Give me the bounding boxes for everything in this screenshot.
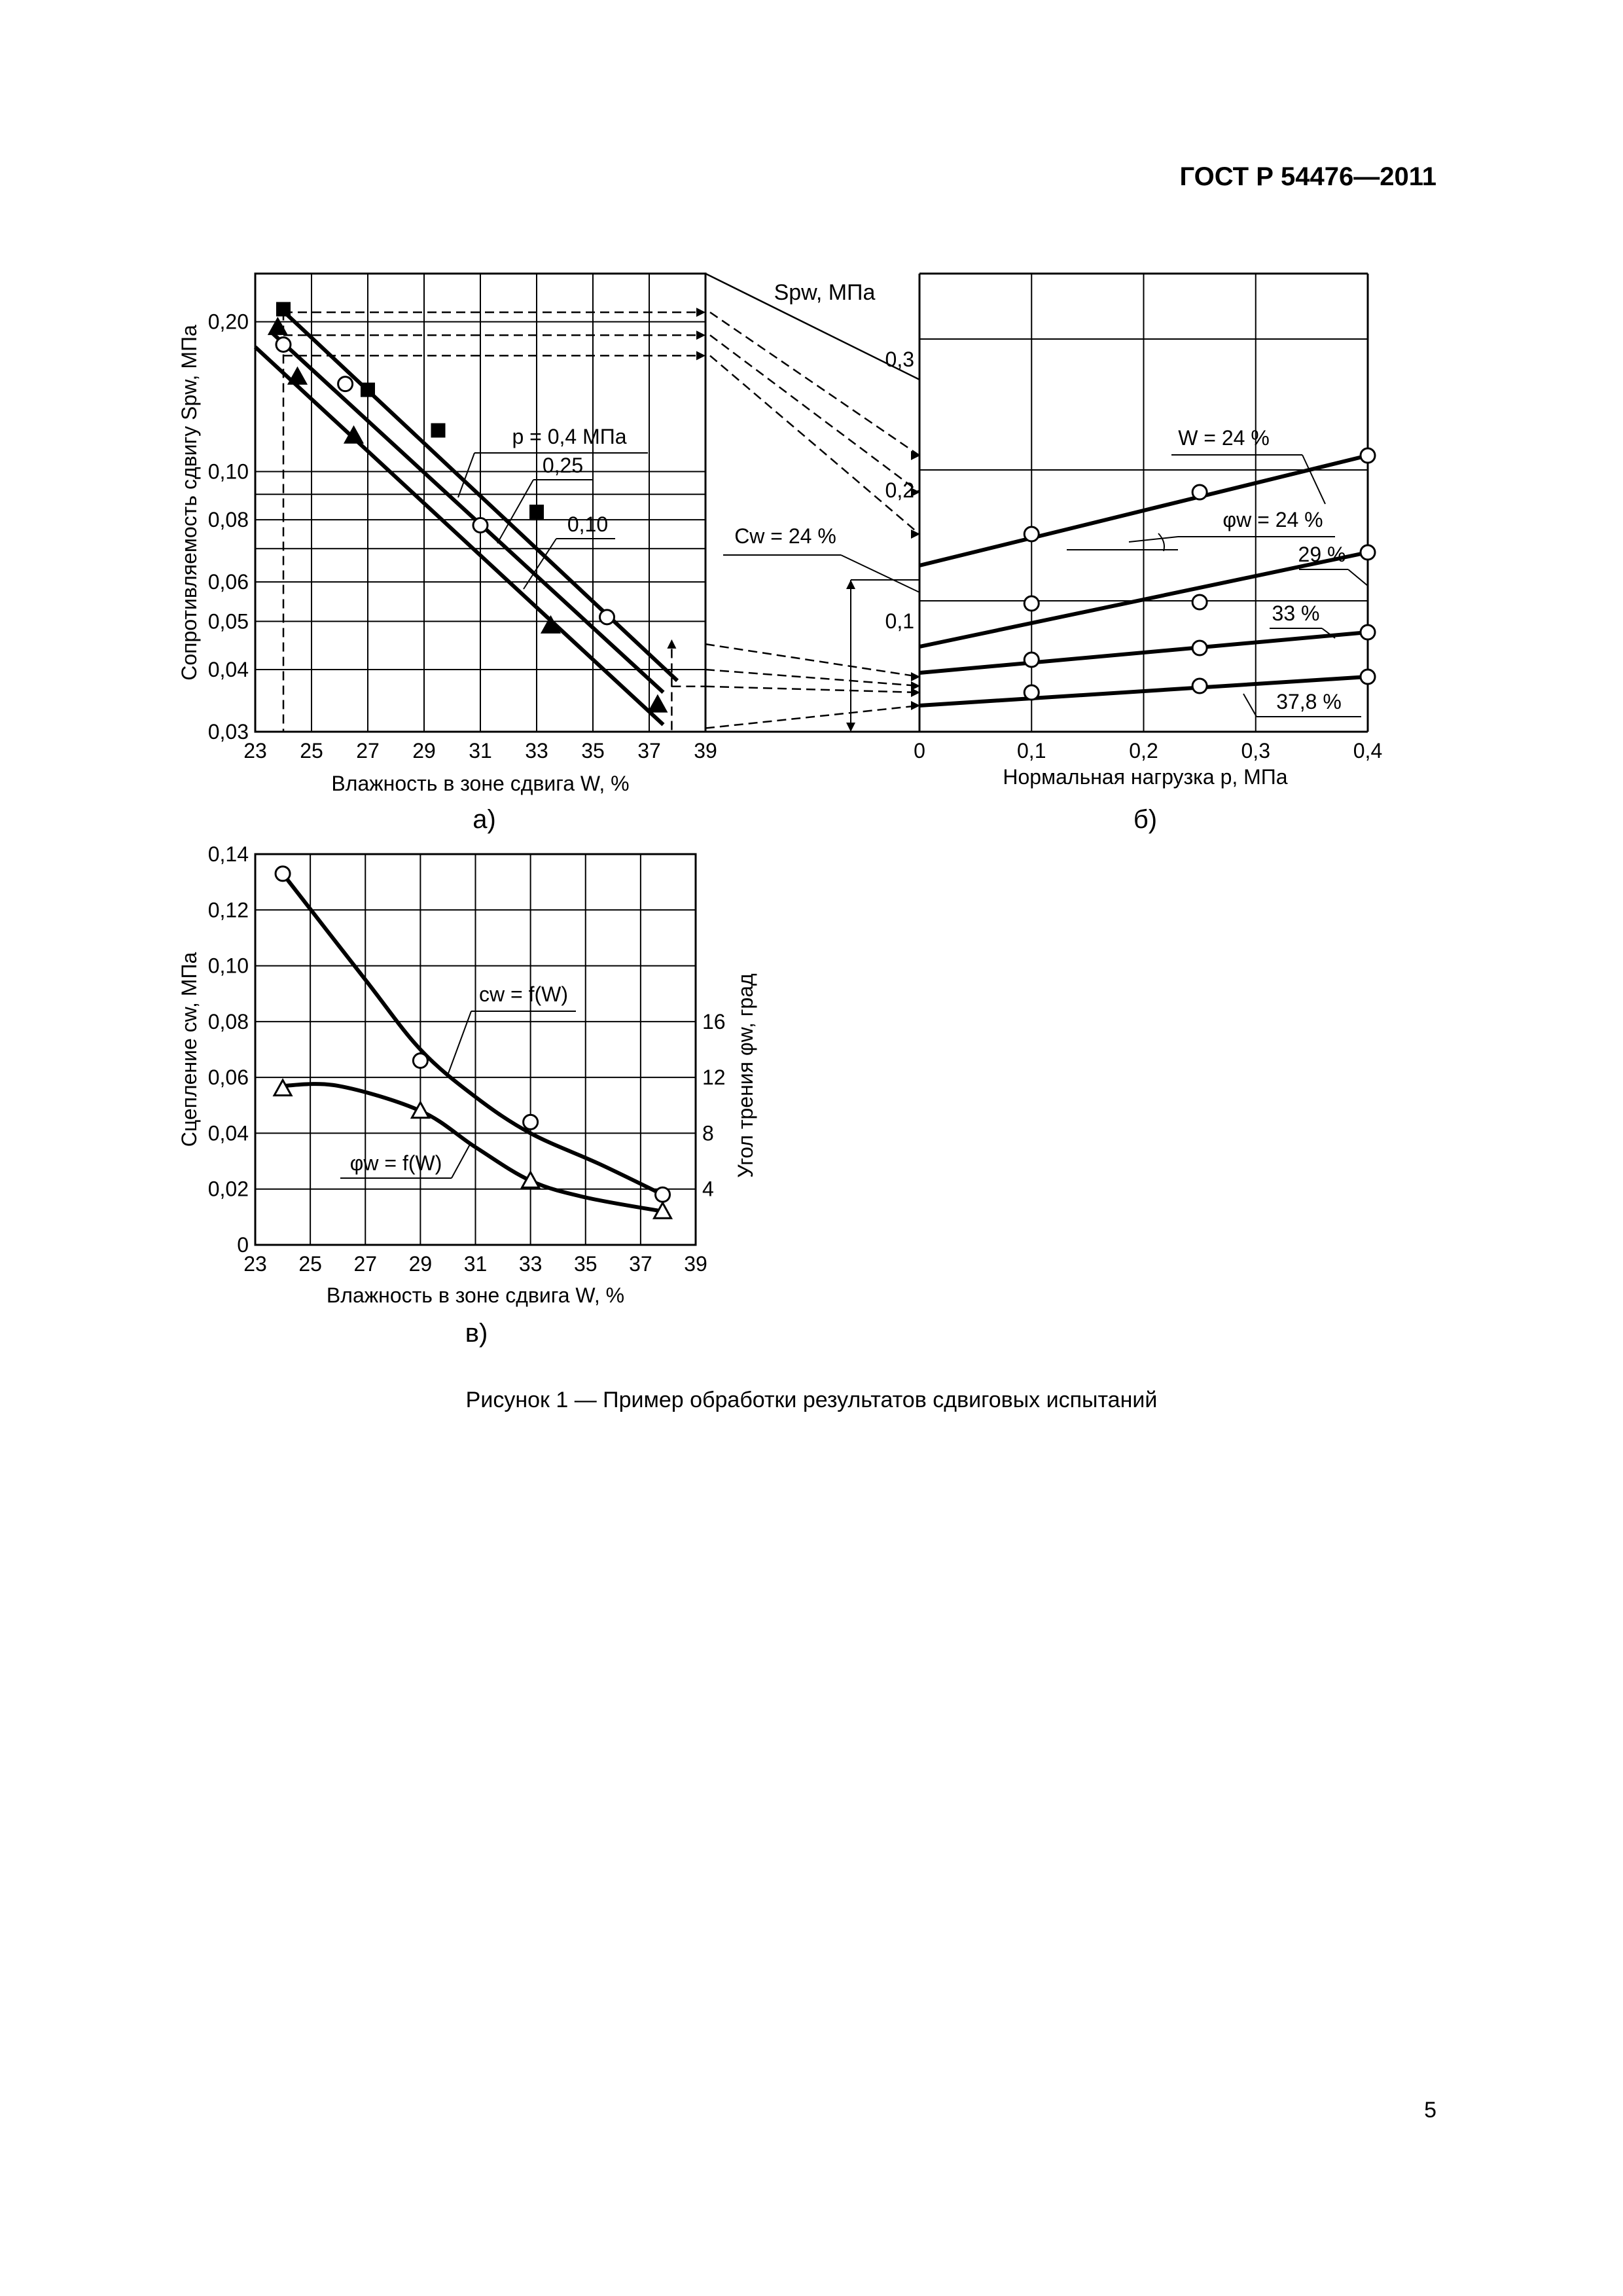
v-phi-curve bbox=[283, 1084, 662, 1211]
b-cw-arrow-down bbox=[846, 723, 855, 732]
b-label-leader bbox=[1348, 569, 1368, 586]
a-x-tick-label: 29 bbox=[412, 739, 436, 762]
v-right-tick-label: 12 bbox=[702, 1066, 726, 1090]
a-x-tick-label: 35 bbox=[581, 739, 605, 762]
a-data-point bbox=[649, 696, 666, 711]
b-phi-arc bbox=[1158, 533, 1164, 551]
b-cw-label: Cw = 24 % bbox=[734, 524, 836, 548]
a-projection-arrow bbox=[696, 308, 705, 317]
v-x-tick-label: 39 bbox=[684, 1252, 707, 1276]
b-phi-label: φw = 24 % bbox=[1222, 508, 1323, 531]
a-y-tick-label: 0,04 bbox=[207, 658, 249, 682]
v-y-tick-label: 0 bbox=[237, 1233, 249, 1257]
a-x-tick-label: 27 bbox=[356, 739, 380, 762]
a-data-point bbox=[473, 518, 488, 533]
v-y-tick-label: 0,02 bbox=[207, 1177, 249, 1201]
b-y-tick-label: 0,3 bbox=[885, 348, 914, 371]
b-x-tick-label: 0,2 bbox=[1129, 739, 1158, 762]
v-y-tick-label: 0,04 bbox=[207, 1121, 249, 1145]
b-data-point bbox=[1192, 641, 1207, 655]
a-data-point bbox=[276, 302, 291, 316]
b-phi-leader bbox=[1129, 537, 1178, 542]
v-y-tick-label: 0,14 bbox=[207, 842, 249, 866]
a-y-tick-label: 0,06 bbox=[207, 570, 249, 594]
v-right-axis-label: Угол трения φw, град bbox=[734, 973, 757, 1178]
b-data-point bbox=[1024, 527, 1039, 541]
ab-connector-line bbox=[705, 670, 919, 686]
a-x-tick-label: 33 bbox=[525, 739, 548, 762]
b-series-label: 29 % bbox=[1298, 543, 1346, 566]
b-label-leader bbox=[1302, 455, 1325, 504]
a-data-point bbox=[289, 368, 306, 384]
page-number: 5 bbox=[1424, 2098, 1436, 2123]
v-label-leader bbox=[452, 1142, 471, 1178]
ab-connector-line bbox=[710, 355, 919, 534]
b-series-label: 33 % bbox=[1272, 601, 1320, 625]
b-x-tick-label: 0,1 bbox=[1017, 739, 1046, 762]
v-series-label: φw = f(W) bbox=[349, 1151, 442, 1175]
v-x-tick-label: 29 bbox=[408, 1252, 433, 1276]
v-y-tick-label: 0,12 bbox=[207, 898, 249, 922]
a-y-tick-label: 0,20 bbox=[207, 310, 249, 334]
a-series-label: 0,10 bbox=[567, 512, 609, 536]
a-data-point bbox=[361, 383, 375, 397]
v-cw-point bbox=[524, 1115, 538, 1129]
b-label-leader bbox=[1243, 694, 1257, 717]
a-projection-arrow bbox=[696, 331, 705, 340]
a-x-axis-label: Влажность в зоне сдвига W, % bbox=[331, 772, 630, 795]
ab-connector-line bbox=[710, 312, 919, 456]
a-x-tick-label: 37 bbox=[637, 739, 661, 762]
a-y-tick-label: 0,08 bbox=[207, 508, 249, 532]
b-y-tick-label: 0,1 bbox=[885, 609, 914, 633]
b-data-point bbox=[1192, 679, 1207, 693]
v-cw-point bbox=[413, 1054, 427, 1068]
v-right-tick-label: 8 bbox=[702, 1121, 714, 1145]
a-x-tick-label: 31 bbox=[469, 739, 492, 762]
b-cw-arrow-up bbox=[846, 580, 855, 589]
b-data-point bbox=[1361, 448, 1375, 463]
b-data-point bbox=[1024, 596, 1039, 611]
b-panel-label: б) bbox=[1133, 805, 1158, 834]
v-x-axis-label: Влажность в зоне сдвига W, % bbox=[326, 1283, 625, 1307]
b-data-point bbox=[1024, 653, 1039, 667]
a-series-label: 0,25 bbox=[542, 454, 584, 477]
v-x-tick-label: 27 bbox=[353, 1252, 378, 1276]
v-x-tick-label: 35 bbox=[573, 1252, 597, 1276]
a-y-tick-label: 0,10 bbox=[207, 459, 249, 484]
a-panel-label: а) bbox=[473, 805, 496, 834]
a-x-tick-label: 23 bbox=[243, 739, 267, 762]
v-phi-point bbox=[274, 1080, 291, 1095]
b-x-tick-label: 0,3 bbox=[1241, 739, 1270, 762]
a-data-point bbox=[600, 610, 615, 624]
a-series-label: p = 0,4 МПа bbox=[512, 425, 627, 448]
v-label-leader bbox=[448, 1011, 471, 1073]
v-x-tick-label: 25 bbox=[298, 1252, 322, 1276]
b-data-point bbox=[1024, 685, 1039, 700]
a-projection-arrow bbox=[696, 351, 705, 360]
b-x-axis-label: Нормальная нагрузка p, МПа bbox=[1003, 765, 1288, 789]
b-series-label: W = 24 % bbox=[1178, 426, 1270, 450]
figure-caption: Рисунок 1 — Пример обработки результатов сдвиговых испытаний bbox=[465, 1388, 1158, 1412]
a-y-axis-label: Сопротивляемость сдвигу Spw, МПа bbox=[177, 325, 201, 681]
v-y-tick-label: 0,08 bbox=[207, 1009, 249, 1033]
v-right-tick-label: 16 bbox=[702, 1009, 726, 1033]
b-series-label: 37,8 % bbox=[1276, 690, 1342, 713]
b-data-point bbox=[1361, 670, 1375, 684]
b-data-point bbox=[1361, 625, 1375, 639]
a-label-leader bbox=[497, 480, 533, 543]
v-series-label: cw = f(W) bbox=[479, 982, 568, 1006]
b-x-tick-label: 0,4 bbox=[1353, 739, 1383, 762]
v-cw-point bbox=[656, 1187, 670, 1202]
v-panel-label: в) bbox=[465, 1319, 488, 1348]
a-y-tick-label: 0,05 bbox=[207, 609, 249, 634]
a-y-tick-label: 0,03 bbox=[207, 720, 249, 744]
ab-connector-line bbox=[705, 687, 919, 692]
b-x-tick-label: 0 bbox=[914, 739, 925, 762]
v-x-tick-label: 31 bbox=[463, 1252, 488, 1276]
v-x-tick-label: 37 bbox=[629, 1252, 652, 1276]
v-right-tick-label: 4 bbox=[702, 1177, 714, 1201]
ab-connector-line bbox=[705, 706, 919, 728]
document-code: ГОСТ Р 54476—2011 bbox=[1179, 162, 1436, 191]
b-y-tick-label: 0,2 bbox=[885, 478, 914, 502]
b-data-point bbox=[1192, 595, 1207, 609]
a-w378-arrow bbox=[667, 639, 676, 649]
a-data-point bbox=[338, 377, 353, 391]
a-x-tick-label: 39 bbox=[694, 739, 717, 762]
b-axis-title: Spw, МПа bbox=[774, 280, 876, 305]
v-y-axis-label: Сцепление cw, МПа bbox=[177, 952, 201, 1147]
v-x-tick-label: 23 bbox=[243, 1252, 267, 1276]
v-y-tick-label: 0,10 bbox=[207, 954, 249, 978]
b-data-point bbox=[1192, 485, 1207, 499]
a-data-point bbox=[431, 423, 446, 438]
a-x-tick-label: 25 bbox=[300, 739, 323, 762]
v-y-tick-label: 0,06 bbox=[207, 1066, 249, 1090]
a-data-point bbox=[276, 337, 291, 351]
a-data-point bbox=[529, 505, 544, 519]
b-data-point bbox=[1361, 545, 1375, 560]
v-x-tick-label: 33 bbox=[518, 1252, 543, 1276]
v-cw-point bbox=[276, 867, 290, 881]
